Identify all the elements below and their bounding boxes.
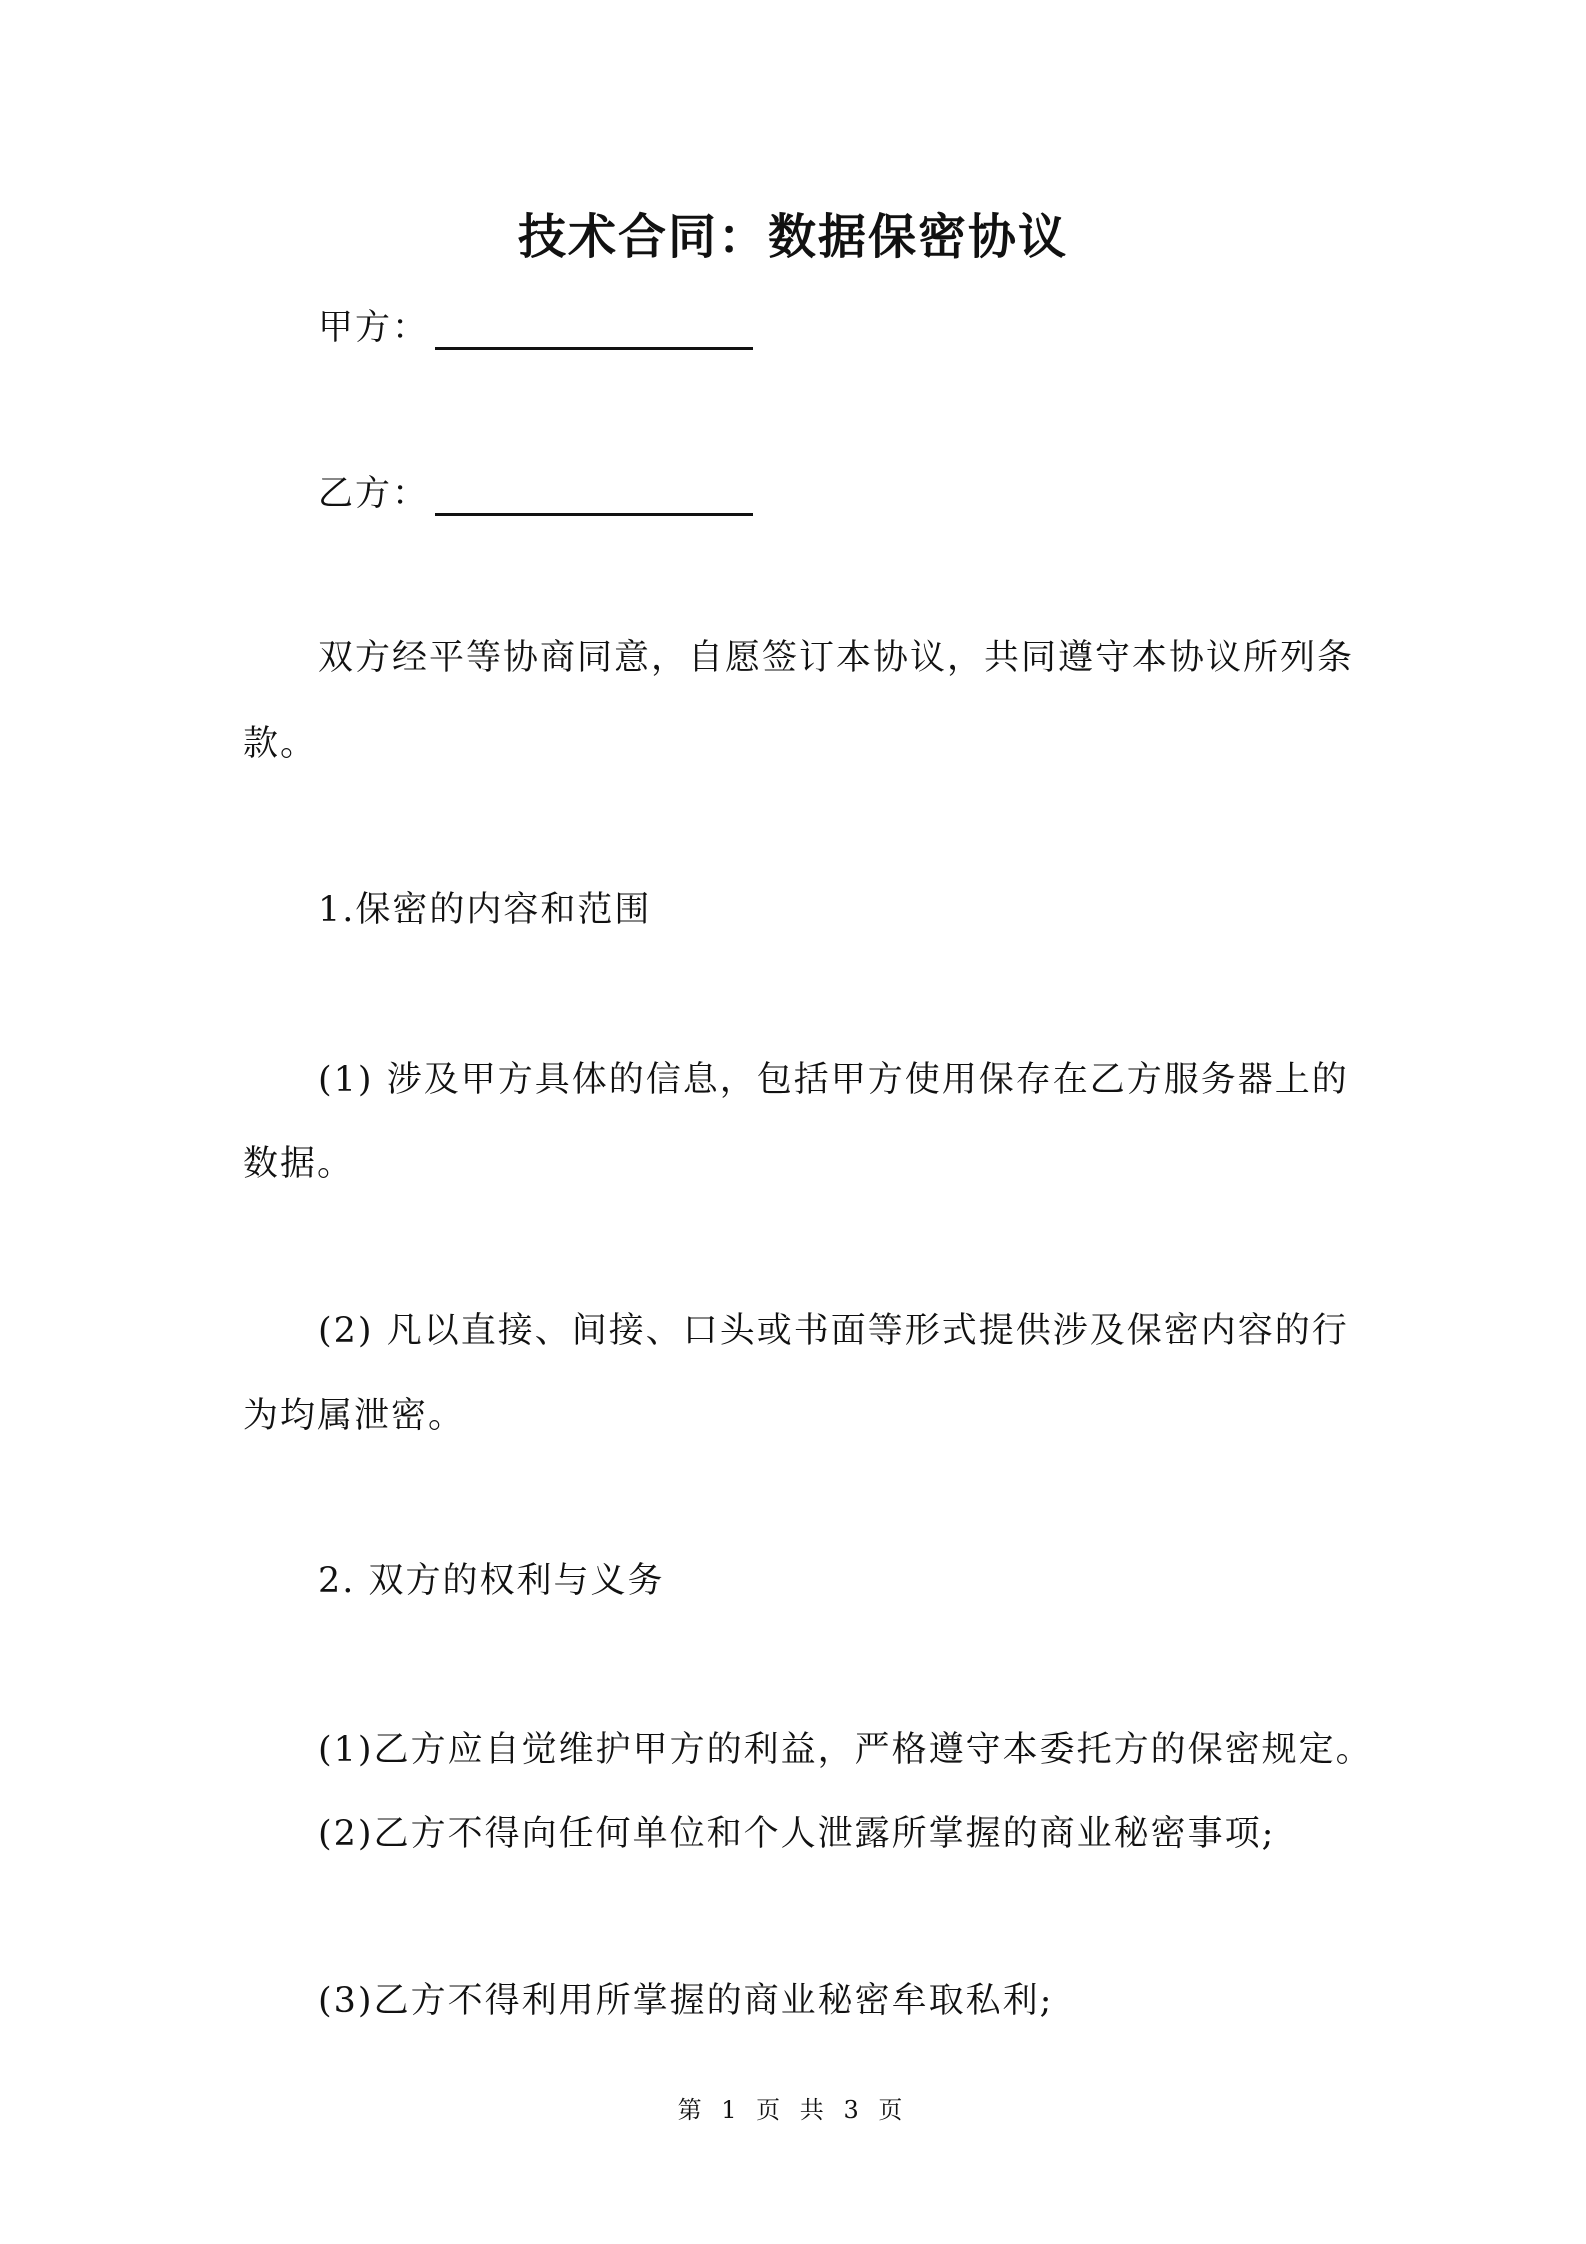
s1-item2-line-2: 为均属泄密。	[243, 1396, 466, 1436]
section1-heading: 1.保密的内容和范围	[318, 890, 652, 930]
s1-item1-line-1: (1) 涉及甲方具体的信息，包括甲方使用保存在乙方服务器上的	[318, 1060, 1349, 1100]
s2-item-3: (3)乙方不得利用所掌握的商业秘密牟取私利;	[318, 1981, 1054, 2021]
section2-heading: 2. 双方的权利与义务	[318, 1561, 665, 1601]
party-a-label: 甲方：	[318, 308, 430, 348]
party-b-blank	[435, 477, 753, 516]
intro-line-2: 款。	[243, 724, 318, 764]
intro-line-1: 双方经平等协商同意，自愿签订本协议，共同遵守本协议所列条	[318, 638, 1355, 678]
party-a-blank	[435, 311, 753, 350]
party-a-line	[318, 300, 753, 350]
s1-item1-line-2: 数据。	[243, 1144, 355, 1184]
s2-item-1: (1)乙方应自觉维护甲方的利益，严格遵守本委托方的保密规定。	[318, 1730, 1373, 1770]
page-footer: 第 1 页 共 3 页	[677, 2096, 909, 2124]
party-b-line	[318, 466, 753, 516]
document-title: 技术合同：数据保密协议	[517, 209, 1068, 265]
s1-item2-line-1: (2) 凡以直接、间接、口头或书面等形式提供涉及保密内容的行	[318, 1311, 1349, 1351]
s2-item-2: (2)乙方不得向任何单位和个人泄露所掌握的商业秘密事项;	[318, 1814, 1276, 1854]
party-b-label: 乙方：	[318, 474, 430, 514]
